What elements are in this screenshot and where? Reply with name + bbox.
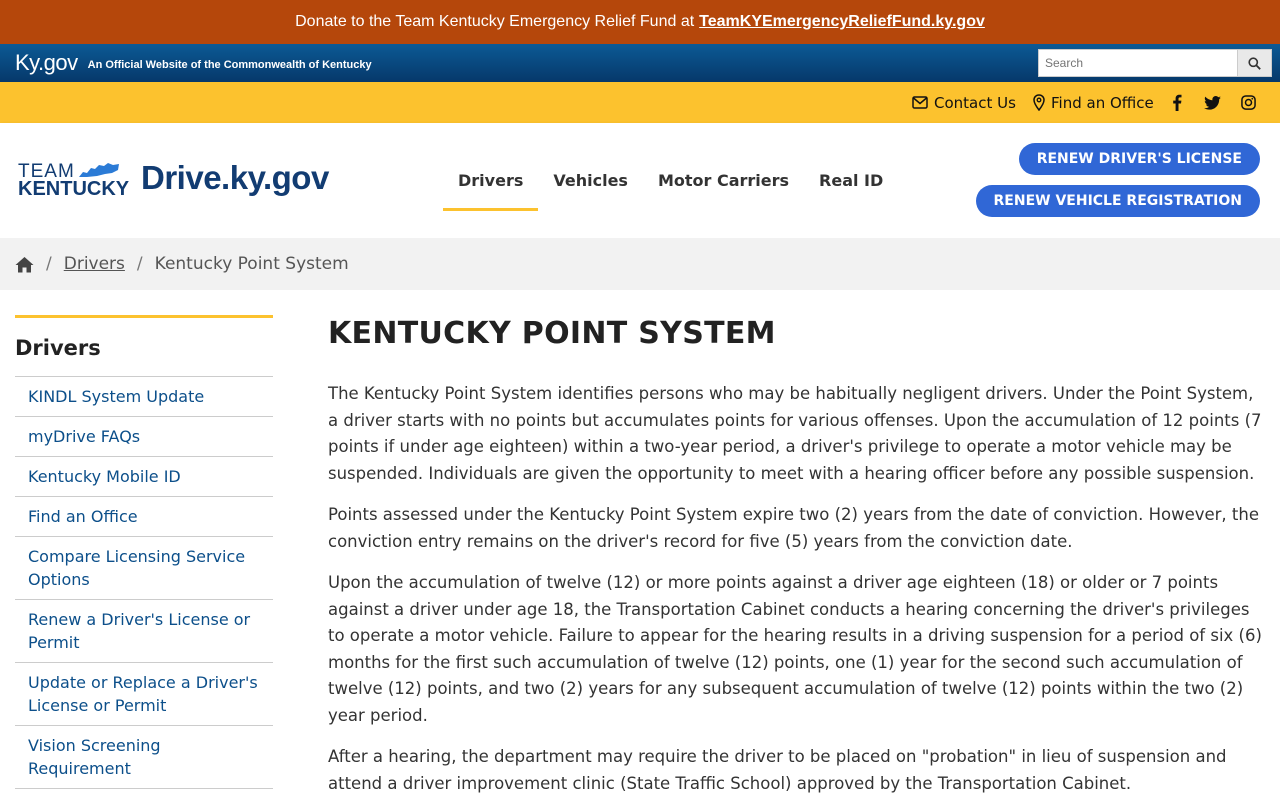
twitter-link[interactable]: [1204, 82, 1227, 123]
search-icon: [1248, 57, 1261, 70]
facebook-link[interactable]: [1172, 82, 1188, 123]
kentucky-word: KENTUCKY: [18, 178, 130, 200]
search-button[interactable]: [1238, 49, 1272, 77]
sidebar-item-renew-license[interactable]: Renew a Driver's License or Permit: [15, 600, 273, 663]
donate-text: Donate to the Team Kentucky Emergency Relief Fund at: [295, 13, 695, 30]
site-search: [1038, 49, 1272, 77]
contact-us-link[interactable]: [912, 82, 1016, 123]
find-office-link[interactable]: [1033, 82, 1154, 123]
search-input[interactable]: [1038, 49, 1238, 77]
sidebar-item-kindl[interactable]: KINDL System Update: [15, 377, 273, 417]
contact-us-label: Contact Us: [934, 93, 1016, 112]
paragraph-probation: After a hearing, the department may require the driver to be placed on "probation" in lieu of suspension and attend a driver improvement clinic (State Traffic School) approved by the Transportation Cabinet.: [328, 747, 1227, 793]
sidebar-title: Drivers: [15, 315, 273, 377]
map-marker-icon: [1033, 94, 1045, 111]
home-icon[interactable]: [15, 256, 34, 273]
paragraph-intro: The Kentucky Point System identifies persons who may be habitually negligent drivers. Under the Point System, a driver starts with no points but accumulates points for various offenses. Upon the accumulation of 12 points (7 points if under age eighteen) within a two-year period, a driver's privilege to operate a motor vehicle may be suspended. Individuals are given the opportunity to meet with a hearing officer before any possible suspension.: [328, 384, 1262, 483]
sidebar-item-mobile-id[interactable]: Kentucky Mobile ID: [15, 457, 273, 497]
breadcrumb: / Drivers / Kentucky Point System: [0, 238, 1280, 290]
sidebar-item-mydrive-faqs[interactable]: myDrive FAQs: [15, 417, 273, 457]
donate-link[interactable]: TeamKYEmergencyReliefFund.ky.gov: [699, 13, 985, 30]
donate-banner: [0, 0, 1280, 44]
site-header: [0, 123, 1280, 238]
nav-drivers[interactable]: Drivers: [443, 123, 538, 238]
kygov-bar: [0, 44, 1280, 82]
envelope-icon: [912, 96, 928, 109]
kentucky-state-icon: [77, 161, 121, 179]
instagram-icon: [1241, 95, 1256, 110]
sidebar-item-vision-screening[interactable]: Vision Screening Requirement: [15, 726, 273, 789]
site-name[interactable]: Drive.ky.gov: [141, 159, 329, 196]
paragraph-expiration: Points assessed under the Kentucky Point System expire two (2) years from the date of conviction. However, the conviction entry remains on the driver's record for five (5) years from the conviction date.: [328, 505, 1259, 551]
paragraph-hearing: Upon the accumulation of twelve (12) or more points against a driver age eighteen (18) or older or 7 points against a driver under age 18, the Transportation Cabinet conducts a hearing concerning the driver's privileges to operate a motor vehicle. Failure to appear for the hearing results in a driving suspension for a period of six (6) months for the first such accumulation of twelve (12) points, one (1) year for the second such accumulation of twelve (12) points, and two (2) years for any subsequent accumulation of twelve (12) points within the two (2) year period.: [328, 573, 1262, 725]
sidebar-item-compare-licensing[interactable]: Compare Licensing Service Options: [15, 537, 273, 600]
nav-motor-carriers[interactable]: Motor Carriers: [657, 171, 790, 190]
facebook-icon: [1172, 94, 1182, 111]
sidebar: [15, 315, 273, 789]
main-nav: [443, 123, 898, 238]
breadcrumb-drivers[interactable]: Drivers: [63, 254, 125, 274]
instagram-link[interactable]: [1241, 82, 1262, 123]
team-kentucky-logo[interactable]: [18, 161, 129, 198]
sidebar-item-update-replace[interactable]: Update or Replace a Driver's License or Permit: [15, 663, 273, 726]
page-title: KENTUCKY POINT SYSTEM: [328, 316, 776, 351]
nav-vehicles[interactable]: Vehicles: [553, 171, 628, 190]
renew-registration-button[interactable]: RENEW VEHICLE REGISTRATION: [976, 185, 1260, 217]
utility-bar: [0, 82, 1280, 123]
kygov-logo[interactable]: Ky.gov: [15, 50, 78, 75]
renew-license-button[interactable]: RENEW DRIVER'S LICENSE: [1019, 143, 1260, 175]
find-office-label: Find an Office: [1051, 93, 1154, 112]
twitter-icon: [1204, 96, 1221, 110]
sidebar-item-find-office[interactable]: Find an Office: [15, 497, 273, 537]
kygov-tagline: An Official Website of the Commonwealth of Kentucky: [87, 58, 372, 71]
main-content: [328, 316, 1263, 800]
breadcrumb-current: Kentucky Point System: [154, 254, 349, 274]
nav-real-id[interactable]: Real ID: [819, 171, 884, 190]
team-word: TEAM: [18, 160, 75, 182]
